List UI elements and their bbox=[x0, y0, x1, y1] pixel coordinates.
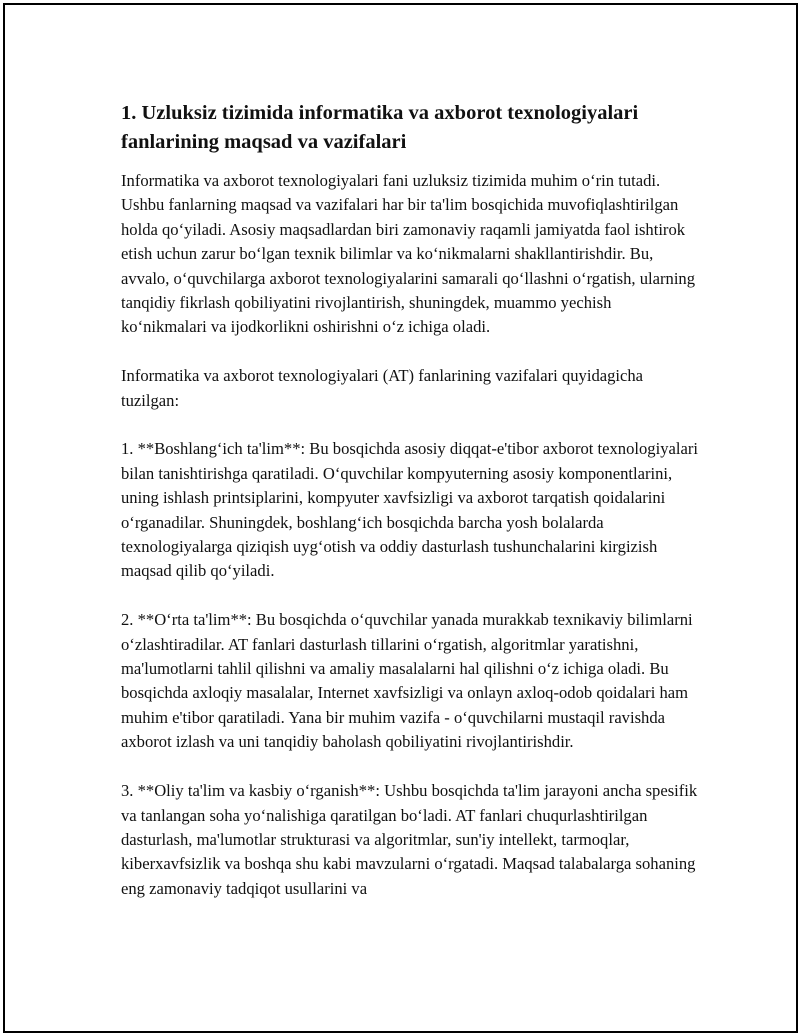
document-page bbox=[3, 3, 798, 1033]
section-title: 1. Uzluksiz tizimida informatika va axborot texnologiyalari fanlarining maqsad va vazifalari bbox=[121, 102, 639, 153]
document-body bbox=[121, 99, 701, 926]
secondary-education-paragraph: 2. **Oʻrta ta'lim**: Bu bosqichda oʻquvchilar yanada murakkab texnikaviy bilimlarni oʻzlashtiradilar. AT fanlari dasturlash tillarini oʻrgatish, algoritmlar yaratishni, ma'lumotlarni tahlil qilishni va amaliy masalalarni hal qilishni oʻz ichiga oladi. Bu bosqichda axloqiy masalalar, Internet xavfsizligi va onlayn axloq-odob qoidalari ham muhim e'tibor qaratiladi. Yana bir muhim vazifa - oʻquvchilarni mustaqil ravishda axborot izlash va uni tanqidiy baholash qobiliyatini rivojlantirishdir. bbox=[121, 610, 693, 752]
primary-education-paragraph: 1. **Boshlangʻich ta'lim**: Bu bosqichda asosiy diqqat-e'tibor axborot texnologiyalari bilan tanishtirishga qaratiladi. Oʻquvchilar kompyuterning asosiy komponentlarini, uning ishlash printsiplarini, kompyuter xavfsizligi va axborot tarqatish qoidalarini oʻrganadilar. Shuningdek, boshlangʻich bosqichda barcha yosh bolalarda texnologiyalarga qiziqish uygʻotish va oddiy dasturlash tushunchalarini kirgizish maqsad qilib qoʻyiladi. bbox=[121, 439, 698, 581]
intro-paragraph: Informatika va axborot texnologiyalari fani uzluksiz tizimida muhim oʻrin tutadi. Ushbu fanlarning maqsad va vazifalari har bir ta'lim bosqichida muvofiqlashtirilgan holda qoʻyiladi. Asosiy maqsadlardan biri zamonaviy raqamli jamiyatda faol ishtirok etish uchun zarur boʻlgan texnik bilimlar va koʻnikmalarni shakllantirishdir. Bu, avvalo, oʻquvchilarga axborot texnologiyalarini samarali qoʻllashni oʻrgatish, ularning tanqidiy fikrlash qobiliyatini rivojlantirish, shuningdek, muammo yechish koʻnikmalari va ijodkorlikni oshirishni oʻz ichiga oladi. bbox=[121, 171, 696, 337]
higher-education-paragraph: 3. **Oliy ta'lim va kasbiy oʻrganish**: Ushbu bosqichda ta'lim jarayoni ancha spesifik va tanlangan soha yoʻnalishiga qaratilgan boʻladi. AT fanlari chuqurlashtirilgan dasturlash, ma'lumotlar strukturasi va algoritmlar, sun'iy intellekt, tarmoqlar, kiberxavfsizlik va boshqa shu kabi mavzularni oʻrgatadi. Maqsad talabalarga sohaning eng zamonaviy tadqiqot usullarini va bbox=[121, 781, 698, 898]
tasks-intro-paragraph: Informatika va axborot texnologiyalari (AT) fanlarining vazifalari quyidagicha tuzilgan: bbox=[121, 366, 644, 410]
